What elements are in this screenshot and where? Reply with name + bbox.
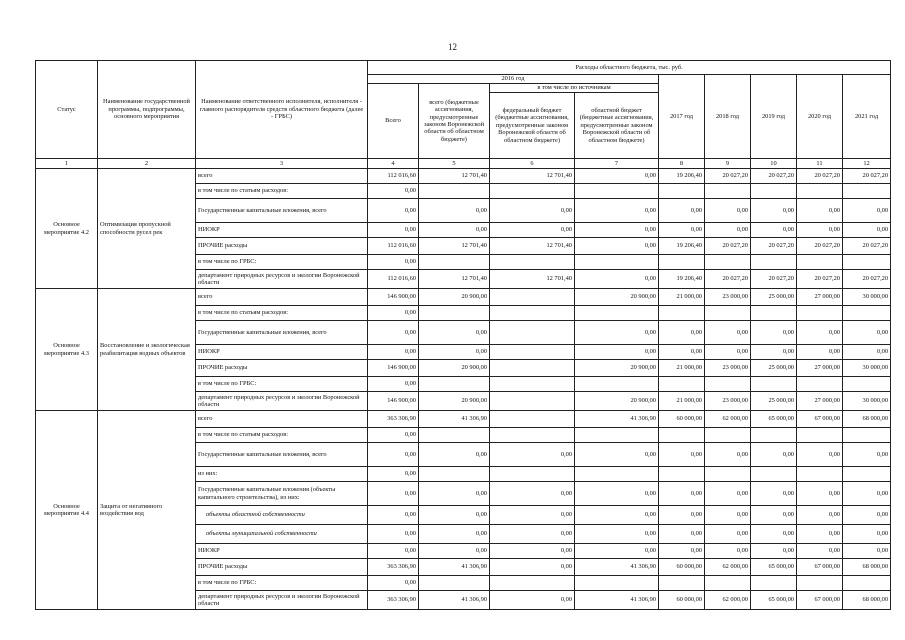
table-row xyxy=(36,411,891,428)
column-number: 3 xyxy=(196,159,368,169)
value-cell: 0,00 xyxy=(490,506,575,525)
value-cell xyxy=(490,428,575,443)
row-label: в том числе по ГРБС: xyxy=(196,377,368,392)
value-cell: 20 900,00 xyxy=(419,392,490,411)
table-row xyxy=(36,289,891,306)
row-label: Государственные капитальные вложения (объекты капитального строительства), из них: xyxy=(196,482,368,506)
value-cell xyxy=(751,377,797,392)
value-cell: 67 000,00 xyxy=(797,591,843,610)
value-cell: 0,00 xyxy=(797,321,843,345)
value-cell: 0,00 xyxy=(575,270,659,289)
value-cell: 27 000,00 xyxy=(797,392,843,411)
value-cell: 0,00 xyxy=(705,506,751,525)
value-cell: 27 000,00 xyxy=(797,289,843,306)
value-cell: 363 306,90 xyxy=(368,411,419,428)
value-cell: 41 306,90 xyxy=(575,591,659,610)
value-cell: 0,00 xyxy=(368,443,419,467)
table-body xyxy=(36,169,891,610)
value-cell xyxy=(419,576,490,591)
value-cell: 0,00 xyxy=(490,482,575,506)
value-cell xyxy=(751,306,797,321)
value-cell xyxy=(843,576,891,591)
value-cell: 0,00 xyxy=(797,506,843,525)
value-cell: 20 027,20 xyxy=(751,238,797,255)
value-cell xyxy=(797,428,843,443)
value-cell xyxy=(490,321,575,345)
value-cell: 0,00 xyxy=(419,321,490,345)
value-cell xyxy=(843,467,891,482)
row-label: департамент природных ресурсов и экологии Воронежской области xyxy=(196,270,368,289)
value-cell: 0,00 xyxy=(490,443,575,467)
value-cell xyxy=(751,576,797,591)
row-label: объекты муниципальной собственности xyxy=(196,525,368,544)
value-cell: 12 701,40 xyxy=(490,270,575,289)
value-cell: 0,00 xyxy=(797,345,843,360)
value-cell: 25 000,00 xyxy=(751,289,797,306)
header-expenses: Расходы областного бюджета, тыс. руб. xyxy=(368,61,891,75)
row-label: в том числе по ГРБС: xyxy=(196,576,368,591)
value-cell: 0,00 xyxy=(659,506,705,525)
column-number: 6 xyxy=(490,159,575,169)
value-cell xyxy=(843,377,891,392)
value-cell: 0,00 xyxy=(419,443,490,467)
value-cell: 0,00 xyxy=(659,544,705,559)
value-cell: 20 027,20 xyxy=(797,238,843,255)
value-cell xyxy=(575,576,659,591)
value-cell: 363 306,90 xyxy=(368,591,419,610)
row-label: НИОКР xyxy=(196,223,368,238)
value-cell: 19 206,40 xyxy=(659,169,705,184)
value-cell xyxy=(797,255,843,270)
value-cell: 0,00 xyxy=(575,525,659,544)
value-cell: 30 000,00 xyxy=(843,360,891,377)
value-cell: 23 000,00 xyxy=(705,360,751,377)
value-cell: 60 000,00 xyxy=(659,559,705,576)
value-cell: 0,00 xyxy=(419,506,490,525)
value-cell: 0,00 xyxy=(751,443,797,467)
value-cell: 0,00 xyxy=(705,482,751,506)
value-cell xyxy=(843,255,891,270)
value-cell: 20 900,00 xyxy=(575,289,659,306)
value-cell: 12 701,40 xyxy=(419,169,490,184)
program-name-cell: Защита от негативного воздействия вод xyxy=(98,411,196,610)
row-label: ПРОЧИЕ расходы xyxy=(196,559,368,576)
value-cell: 41 306,90 xyxy=(575,559,659,576)
value-cell: 0,00 xyxy=(797,443,843,467)
value-cell xyxy=(490,289,575,306)
value-cell: 0,00 xyxy=(419,345,490,360)
value-cell xyxy=(751,255,797,270)
value-cell xyxy=(419,255,490,270)
column-number: 1 xyxy=(36,159,98,169)
column-number-row xyxy=(36,159,891,169)
value-cell xyxy=(659,306,705,321)
value-cell: 20 027,20 xyxy=(843,238,891,255)
value-cell xyxy=(490,576,575,591)
value-cell xyxy=(751,428,797,443)
value-cell xyxy=(797,467,843,482)
value-cell: 21 000,00 xyxy=(659,360,705,377)
value-cell: 0,00 xyxy=(843,482,891,506)
header-year-2017: 2017 год xyxy=(659,75,705,159)
value-cell: 0,00 xyxy=(843,544,891,559)
value-cell: 0,00 xyxy=(751,482,797,506)
value-cell xyxy=(659,255,705,270)
value-cell: 0,00 xyxy=(419,525,490,544)
value-cell: 23 000,00 xyxy=(705,392,751,411)
value-cell: 19 206,40 xyxy=(659,270,705,289)
value-cell: 0,00 xyxy=(751,525,797,544)
value-cell: 146 900,00 xyxy=(368,289,419,306)
value-cell xyxy=(751,467,797,482)
value-cell xyxy=(419,467,490,482)
row-label: всего xyxy=(196,169,368,184)
value-cell xyxy=(419,428,490,443)
row-label: всего xyxy=(196,289,368,306)
value-cell xyxy=(705,306,751,321)
value-cell: 20 900,00 xyxy=(419,289,490,306)
value-cell: 12 701,40 xyxy=(419,238,490,255)
status-cell: Основное мероприятие 4.2 xyxy=(36,169,98,289)
value-cell: 68 000,00 xyxy=(843,411,891,428)
value-cell: 0,00 xyxy=(490,223,575,238)
value-cell xyxy=(490,467,575,482)
column-number: 11 xyxy=(797,159,843,169)
value-cell: 0,00 xyxy=(368,525,419,544)
value-cell: 0,00 xyxy=(705,525,751,544)
value-cell: 0,00 xyxy=(751,199,797,223)
value-cell: 0,00 xyxy=(368,306,419,321)
value-cell xyxy=(705,428,751,443)
status-cell: Основное мероприятие 4.3 xyxy=(36,289,98,411)
row-label: Государственные капитальные вложения, всего xyxy=(196,199,368,223)
header-status: Статус xyxy=(36,61,98,159)
value-cell xyxy=(705,184,751,199)
value-cell: 20 027,20 xyxy=(797,270,843,289)
row-label: всего xyxy=(196,411,368,428)
value-cell: 0,00 xyxy=(659,321,705,345)
column-number: 9 xyxy=(705,159,751,169)
value-cell: 0,00 xyxy=(575,238,659,255)
value-cell: 0,00 xyxy=(705,321,751,345)
value-cell: 0,00 xyxy=(659,223,705,238)
column-number: 7 xyxy=(575,159,659,169)
header-year-2019: 2019 год xyxy=(751,75,797,159)
value-cell xyxy=(797,306,843,321)
program-name-cell: Восстановление и экологическая реабилитация водных объектов xyxy=(98,289,196,411)
value-cell: 0,00 xyxy=(659,482,705,506)
value-cell: 0,00 xyxy=(843,223,891,238)
value-cell: 0,00 xyxy=(843,199,891,223)
value-cell: 0,00 xyxy=(751,345,797,360)
value-cell: 0,00 xyxy=(368,223,419,238)
value-cell: 68 000,00 xyxy=(843,591,891,610)
value-cell: 0,00 xyxy=(751,544,797,559)
value-cell: 363 306,90 xyxy=(368,559,419,576)
value-cell: 60 000,00 xyxy=(659,591,705,610)
value-cell: 0,00 xyxy=(797,544,843,559)
value-cell: 0,00 xyxy=(575,443,659,467)
value-cell: 0,00 xyxy=(705,443,751,467)
value-cell: 0,00 xyxy=(705,345,751,360)
value-cell xyxy=(659,377,705,392)
value-cell: 0,00 xyxy=(575,321,659,345)
value-cell: 68 000,00 xyxy=(843,559,891,576)
value-cell: 0,00 xyxy=(368,544,419,559)
value-cell: 65 000,00 xyxy=(751,591,797,610)
header-year-2016: 2016 год xyxy=(368,75,659,84)
value-cell: 20 027,20 xyxy=(705,169,751,184)
value-cell: 67 000,00 xyxy=(797,411,843,428)
value-cell: 0,00 xyxy=(490,591,575,610)
value-cell xyxy=(419,377,490,392)
value-cell: 0,00 xyxy=(575,345,659,360)
table-row xyxy=(36,169,891,184)
value-cell: 0,00 xyxy=(843,525,891,544)
value-cell: 41 306,90 xyxy=(419,591,490,610)
row-label: НИОКР xyxy=(196,544,368,559)
value-cell: 0,00 xyxy=(575,544,659,559)
value-cell xyxy=(490,411,575,428)
header-total: Всего xyxy=(368,84,419,159)
page-number: 12 xyxy=(448,42,457,52)
value-cell: 0,00 xyxy=(575,223,659,238)
header-incl-sources: в том числе по источникам xyxy=(490,84,659,93)
header-year-2021: 2021 год xyxy=(843,75,891,159)
header-all-budget: всего (бюджетные ассигнования, предусмотренные законом Воронежской области об областном бюджете) xyxy=(419,84,490,159)
value-cell: 0,00 xyxy=(751,321,797,345)
value-cell: 0,00 xyxy=(490,559,575,576)
header-year-2018: 2018 год xyxy=(705,75,751,159)
value-cell xyxy=(490,306,575,321)
value-cell xyxy=(575,255,659,270)
value-cell: 25 000,00 xyxy=(751,392,797,411)
value-cell xyxy=(705,377,751,392)
value-cell: 41 306,90 xyxy=(575,411,659,428)
value-cell: 0,00 xyxy=(368,377,419,392)
value-cell xyxy=(490,255,575,270)
column-number: 8 xyxy=(659,159,705,169)
value-cell xyxy=(751,184,797,199)
row-label: из них: xyxy=(196,467,368,482)
value-cell: 0,00 xyxy=(419,199,490,223)
value-cell xyxy=(490,377,575,392)
value-cell: 0,00 xyxy=(705,544,751,559)
row-label: ПРОЧИЕ расходы xyxy=(196,360,368,377)
budget-table xyxy=(35,60,891,610)
value-cell: 0,00 xyxy=(490,199,575,223)
column-number: 10 xyxy=(751,159,797,169)
value-cell: 0,00 xyxy=(659,525,705,544)
value-cell: 20 027,20 xyxy=(705,270,751,289)
value-cell: 0,00 xyxy=(705,199,751,223)
value-cell: 27 000,00 xyxy=(797,360,843,377)
value-cell: 30 000,00 xyxy=(843,392,891,411)
header-program-name: Наименование государственной программы, подпрограммы, основного мероприятия xyxy=(98,61,196,159)
value-cell: 21 000,00 xyxy=(659,289,705,306)
value-cell xyxy=(843,306,891,321)
value-cell: 20 027,20 xyxy=(751,270,797,289)
value-cell: 0,00 xyxy=(368,482,419,506)
value-cell xyxy=(575,377,659,392)
value-cell xyxy=(705,576,751,591)
value-cell: 0,00 xyxy=(368,467,419,482)
row-label: в том числе по статьям расходов: xyxy=(196,306,368,321)
value-cell: 0,00 xyxy=(659,443,705,467)
value-cell: 65 000,00 xyxy=(751,411,797,428)
column-number: 12 xyxy=(843,159,891,169)
value-cell: 0,00 xyxy=(797,482,843,506)
value-cell: 0,00 xyxy=(368,199,419,223)
value-cell xyxy=(575,428,659,443)
value-cell: 20 027,20 xyxy=(843,270,891,289)
row-label: департамент природных ресурсов и экологии Воронежской области xyxy=(196,392,368,411)
value-cell xyxy=(843,428,891,443)
value-cell: 0,00 xyxy=(843,345,891,360)
value-cell: 41 306,90 xyxy=(419,411,490,428)
value-cell xyxy=(575,467,659,482)
value-cell: 0,00 xyxy=(659,345,705,360)
header-regional: областной бюджет (бюджетные ассигнования, предусмотренные законом Воронежской области об областном бюджете) xyxy=(575,93,659,159)
value-cell: 65 000,00 xyxy=(751,559,797,576)
value-cell: 0,00 xyxy=(368,576,419,591)
value-cell: 20 900,00 xyxy=(419,360,490,377)
value-cell: 12 701,40 xyxy=(419,270,490,289)
header-federal: федеральный бюджет (бюджетные ассигнования, предусмотренные законом Воронежской области об областном бюджете) xyxy=(490,93,575,159)
value-cell: 20 027,20 xyxy=(797,169,843,184)
value-cell xyxy=(659,467,705,482)
value-cell: 0,00 xyxy=(575,482,659,506)
value-cell: 0,00 xyxy=(797,223,843,238)
value-cell: 62 000,00 xyxy=(705,591,751,610)
value-cell: 62 000,00 xyxy=(705,411,751,428)
value-cell: 112 016,60 xyxy=(368,169,419,184)
value-cell: 0,00 xyxy=(751,506,797,525)
value-cell: 20 027,20 xyxy=(705,238,751,255)
value-cell: 0,00 xyxy=(368,345,419,360)
value-cell: 60 000,00 xyxy=(659,411,705,428)
value-cell: 146 900,00 xyxy=(368,360,419,377)
row-label: Государственные капитальные вложения, всего xyxy=(196,443,368,467)
value-cell: 0,00 xyxy=(368,255,419,270)
header-year-2020: 2020 год xyxy=(797,75,843,159)
value-cell: 0,00 xyxy=(843,321,891,345)
value-cell: 20 900,00 xyxy=(575,392,659,411)
value-cell xyxy=(797,184,843,199)
row-label: ПРОЧИЕ расходы xyxy=(196,238,368,255)
value-cell: 0,00 xyxy=(490,525,575,544)
value-cell: 0,00 xyxy=(575,169,659,184)
value-cell: 112 016,60 xyxy=(368,238,419,255)
row-label: НИОКР xyxy=(196,345,368,360)
value-cell: 12 701,40 xyxy=(490,238,575,255)
program-name-cell: Оптимизация пропускной способности русел рек xyxy=(98,169,196,289)
value-cell: 0,00 xyxy=(843,443,891,467)
value-cell: 0,00 xyxy=(368,184,419,199)
status-cell: Основное мероприятие 4.4 xyxy=(36,411,98,610)
value-cell: 20 027,20 xyxy=(751,169,797,184)
row-label: Государственные капитальные вложения, всего xyxy=(196,321,368,345)
value-cell xyxy=(659,428,705,443)
value-cell: 0,00 xyxy=(419,223,490,238)
row-label: в том числе по ГРБС: xyxy=(196,255,368,270)
value-cell xyxy=(659,576,705,591)
row-label: департамент природных ресурсов и экологии Воронежской области xyxy=(196,591,368,610)
row-label: в том числе по статьям расходов: xyxy=(196,184,368,199)
value-cell: 41 306,90 xyxy=(419,559,490,576)
value-cell xyxy=(490,184,575,199)
value-cell: 0,00 xyxy=(368,506,419,525)
header-executor-name: Наименование ответственного исполнителя, исполнителя - главного распорядителя средств областного бюджета (далее - ГРБС) xyxy=(196,61,368,159)
value-cell: 146 900,00 xyxy=(368,392,419,411)
value-cell: 0,00 xyxy=(368,321,419,345)
value-cell: 62 000,00 xyxy=(705,559,751,576)
value-cell: 0,00 xyxy=(659,199,705,223)
value-cell: 0,00 xyxy=(797,199,843,223)
value-cell: 0,00 xyxy=(843,506,891,525)
row-label: в том числе по статьям расходов: xyxy=(196,428,368,443)
value-cell: 23 000,00 xyxy=(705,289,751,306)
value-cell xyxy=(419,306,490,321)
value-cell xyxy=(490,392,575,411)
value-cell xyxy=(705,255,751,270)
value-cell: 0,00 xyxy=(490,544,575,559)
value-cell: 0,00 xyxy=(368,428,419,443)
value-cell: 112 016,60 xyxy=(368,270,419,289)
column-number: 4 xyxy=(368,159,419,169)
column-number: 5 xyxy=(419,159,490,169)
value-cell xyxy=(659,184,705,199)
value-cell xyxy=(797,377,843,392)
value-cell xyxy=(575,306,659,321)
value-cell: 0,00 xyxy=(575,506,659,525)
value-cell: 0,00 xyxy=(419,482,490,506)
value-cell: 12 701,40 xyxy=(490,169,575,184)
value-cell xyxy=(490,360,575,377)
value-cell: 30 000,00 xyxy=(843,289,891,306)
value-cell xyxy=(575,184,659,199)
value-cell xyxy=(419,184,490,199)
value-cell: 67 000,00 xyxy=(797,559,843,576)
column-number: 2 xyxy=(98,159,196,169)
row-label: объекты областной собственности xyxy=(196,506,368,525)
value-cell: 0,00 xyxy=(575,199,659,223)
value-cell: 0,00 xyxy=(705,223,751,238)
value-cell: 21 000,00 xyxy=(659,392,705,411)
value-cell: 20 900,00 xyxy=(575,360,659,377)
value-cell: 0,00 xyxy=(751,223,797,238)
value-cell: 0,00 xyxy=(419,544,490,559)
value-cell: 19 206,40 xyxy=(659,238,705,255)
value-cell xyxy=(843,184,891,199)
value-cell: 20 027,20 xyxy=(843,169,891,184)
value-cell xyxy=(797,576,843,591)
value-cell: 0,00 xyxy=(797,525,843,544)
value-cell xyxy=(490,345,575,360)
value-cell xyxy=(705,467,751,482)
value-cell: 25 000,00 xyxy=(751,360,797,377)
